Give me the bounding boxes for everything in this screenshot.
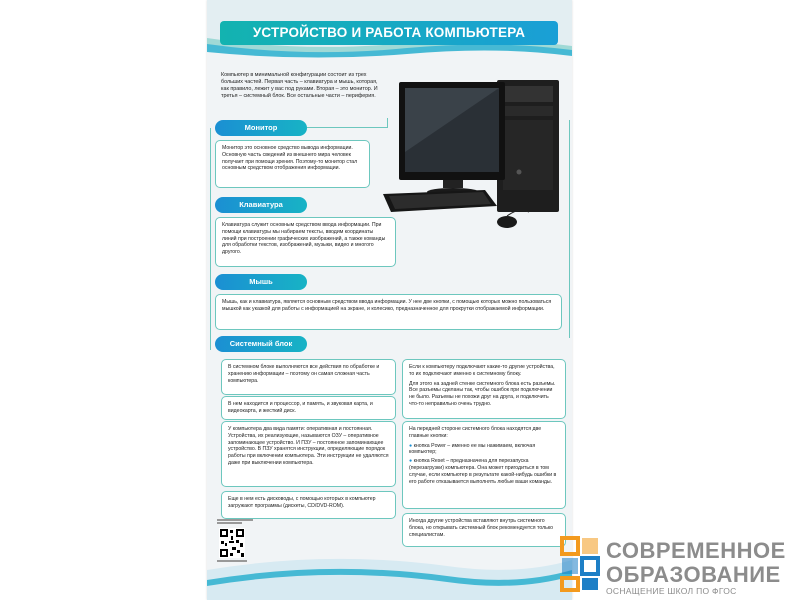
sysblock-left-4: Еще в нем есть дисководы, с помощью которых в компьютер загружают программы (дискеты, CD/DVD-ROM).: [221, 491, 396, 519]
footer-wave: [207, 530, 572, 600]
connector-line: [387, 118, 388, 128]
qr-footer-text: [217, 560, 267, 562]
poster: [207, 0, 572, 600]
bullet-dot-icon: ●: [409, 442, 414, 449]
mouse-text: Мышь, как и клавиатура, является основным средством ввода информации. У нее две кнопки, с помощью которых можно пользоваться мышкой как указкой для работы с информацией на экране, и колесико, предназначенное для прокрутки отображаемой информации.: [215, 294, 562, 330]
monitor-text: Монитор это основное средство вывода информации. Основную часть сведений из внешнего мира человек получает при помощи зрения. Поэтому-то монитор стал основным средством отображения информации.: [215, 140, 370, 188]
sysblock-right-1: [402, 359, 566, 419]
logo-line-2: ОБРАЗОВАНИЕ: [606, 562, 781, 587]
company-logo: [556, 530, 800, 600]
qr-caption: [217, 519, 253, 524]
sysblock-right-2: [402, 421, 566, 509]
section-label-mouse: Мышь: [215, 274, 307, 290]
logo-mark-icon: [560, 536, 600, 592]
sysblock-right-1-p1: Если к компьютеру подключают какие-то другие устройства, то их подключают именно к системному блоку.: [409, 364, 555, 377]
poster-title: УСТРОЙСТВО И РАБОТА КОМПЬЮТЕРА: [220, 21, 558, 45]
section-label-sysblock: Системный блок: [215, 336, 307, 352]
sysblock-right-2-p2: [409, 443, 559, 457]
computer-illustration: [379, 72, 569, 232]
sysblock-left-2: В нем находится и процессор, и память, и звуковая карта, и видеокарта, и жесткий диск.: [221, 396, 396, 420]
bullet-dot-icon: ●: [409, 458, 414, 465]
sysblock-right-2-p1: На передней стороне системного блока находятся две главные кнопки:: [409, 426, 542, 439]
sysblock-left-1: В системном блоке выполняются все действия по обработке и хранению информации – поэтому он самая сложная часть компьютера.: [221, 359, 396, 395]
reset-button-text: кнопка Reset – предназначена для перезапуска (перезагрузки) компьютера. Она может пригодиться в том случае, если компьютер в результате какой-нибудь ошибки в его работе отказывается выполнять любые ваши команды.: [409, 458, 557, 485]
sysblock-right-3: Иногда другие устройства вставляют внутрь системного блока, но открывать системный блок рекомендуется только специалистам.: [402, 513, 566, 547]
sysblock-right-1-p2: Для этого на задней стенке системного блока есть разъемы. Все разъемы сделаны так, чтобы ошибок при подключении не было. Разъемы не похожи друг на друга, и подключить что-то неправильно очень трудно.: [409, 380, 556, 407]
qr-code-icon: [219, 528, 245, 558]
section-label-keyboard: Клавиатура: [215, 197, 307, 213]
power-button-text: кнопка Power – именно ее мы нажимаем, включая компьютер;: [409, 442, 536, 456]
keyboard-text: Клавиатура служит основным средством ввода информации. При помощи клавиатуры мы набираем тексты, вводим координаты линий при построении графических изображений, а также команды для обработки текстов, изображений, музыки, видео и многого другого.: [215, 217, 396, 267]
connector-line: [210, 128, 211, 350]
logo-line-3: ОСНАЩЕНИЕ ШКОЛ ПО ФГОС: [606, 586, 737, 596]
sysblock-left-3: У компьютера два вида памяти: оперативная и постоянная. Устройства, их реализующие, называются ОЗУ – оперативное запоминающее устройство. И ПЗУ – постоянное запоминающее устройство. В ПЗУ хранятся инструкции, определяющие порядок работы при включении компьютера. Эти инструкции не удаляются даже при выключении компьютера.: [221, 421, 396, 487]
sysblock-right-2-p3: [409, 458, 559, 485]
logo-line-1: СОВРЕМЕННОЕ: [606, 538, 786, 563]
section-label-monitor: Монитор: [215, 120, 307, 136]
connector-line: [569, 120, 570, 338]
intro-text: Компьютер в минимальной конфигурации состоит из трех больших частей. Первая часть – клавиатура и мышь, которая, как правило, лежит у вас под руками. Вторая – это монитор. И третья – системный блок. Все остальные части – периферия.: [221, 72, 378, 99]
connector-line: [307, 127, 387, 128]
